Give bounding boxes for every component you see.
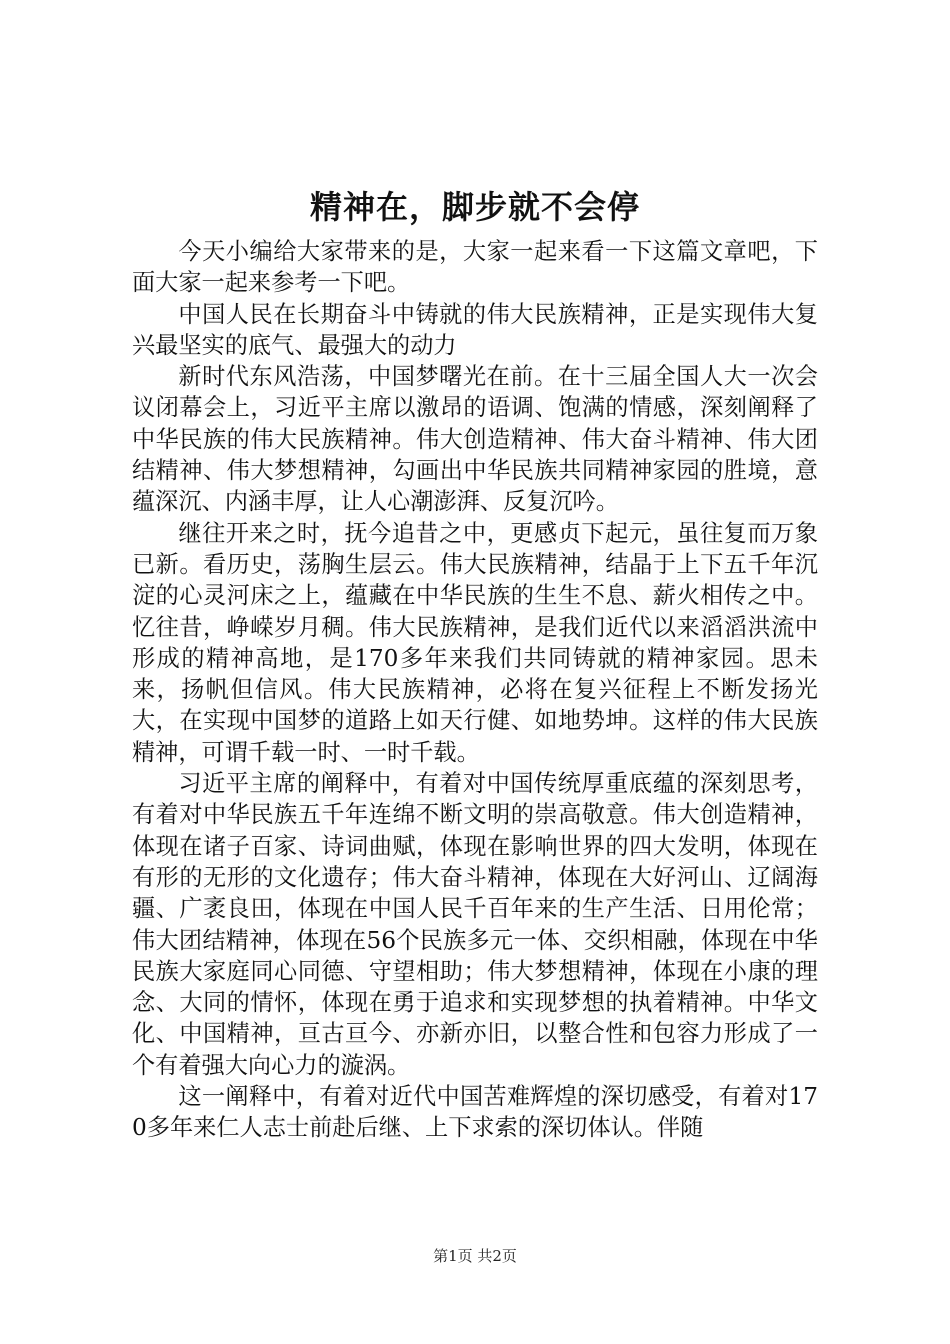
page-number-footer: 第1页 共2页 bbox=[433, 1247, 517, 1265]
paragraph-intro: 今天小编给大家带来的是，大家一起来看一下这篇文章吧，下面大家一起来参考一下吧。 bbox=[132, 238, 818, 297]
paragraph-3: 习近平主席的阐释中，有着对中国传统厚重底蕴的深刻思考，有着对中华民族五千年连绵不断文明的崇高敬意。伟大创造精神，体现在诸子百家、诗词曲赋，体现在影响世界的四大发明，体现在有形的无形的文化遗存；伟大奋斗精神，体现在大好河山、辽阔海疆、广袤良田，体现在中国人民千百年来的生产生活、日用伦常；伟大团结精神，体现在56个民族多元一体、交织相融，体现在中华民族大家庭同心同德、守望相助；伟大梦想精神，体现在小康的理念、大同的情怀，体现在勇于追求和实现梦想的执着精神。中华文化、中国精神，亘古亘今、亦新亦旧，以整合性和包容力形成了一个有着强大向心力的漩涡。 bbox=[132, 770, 818, 1079]
paragraph-subtitle: 中国人民在长期奋斗中铸就的伟大民族精神，正是实现伟大复兴最坚实的底气、最强大的动力 bbox=[132, 300, 818, 359]
paragraph-1: 新时代东风浩荡，中国梦曙光在前。在十三届全国人大一次会议闭幕会上，习近平主席以激昂的语调、饱满的情感，深刻阐释了中华民族的伟大民族精神。伟大创造精神、伟大奋斗精神、伟大团结精神、伟大梦想精神，勾画出中华民族共同精神家园的胜境，意蕴深沉、内涵丰厚，让人心潮澎湃、反复沉吟。 bbox=[132, 363, 818, 516]
paragraph-2: 继往开来之时，抚今追昔之中，更感贞下起元，虽往复而万象已新。看历史，荡胸生层云。伟大民族精神，结晶于上下五千年沉淀的心灵河床之上，蕴藏在中华民族的生生不息、薪火相传之中。忆往昔，峥嵘岁月稠。伟大民族精神，是我们近代以来滔滔洪流中形成的精神高地，是170多年来我们共同铸就的精神家园。思未来，扬帆但信风。伟大民族精神，必将在复兴征程上不断发扬光大，在实现中国梦的道路上如天行健、如地势坤。这样的伟大民族精神，可谓千载一时、一时千载。 bbox=[132, 519, 818, 766]
paragraph-4: 这一阐释中，有着对近代中国苦难辉煌的深切感受，有着对170多年来仁人志士前赴后继、上下求索的深切体认。伴随 bbox=[132, 1083, 818, 1142]
document-title: 精神在，脚步就不会停 bbox=[309, 188, 640, 226]
document-body bbox=[132, 236, 818, 1144]
